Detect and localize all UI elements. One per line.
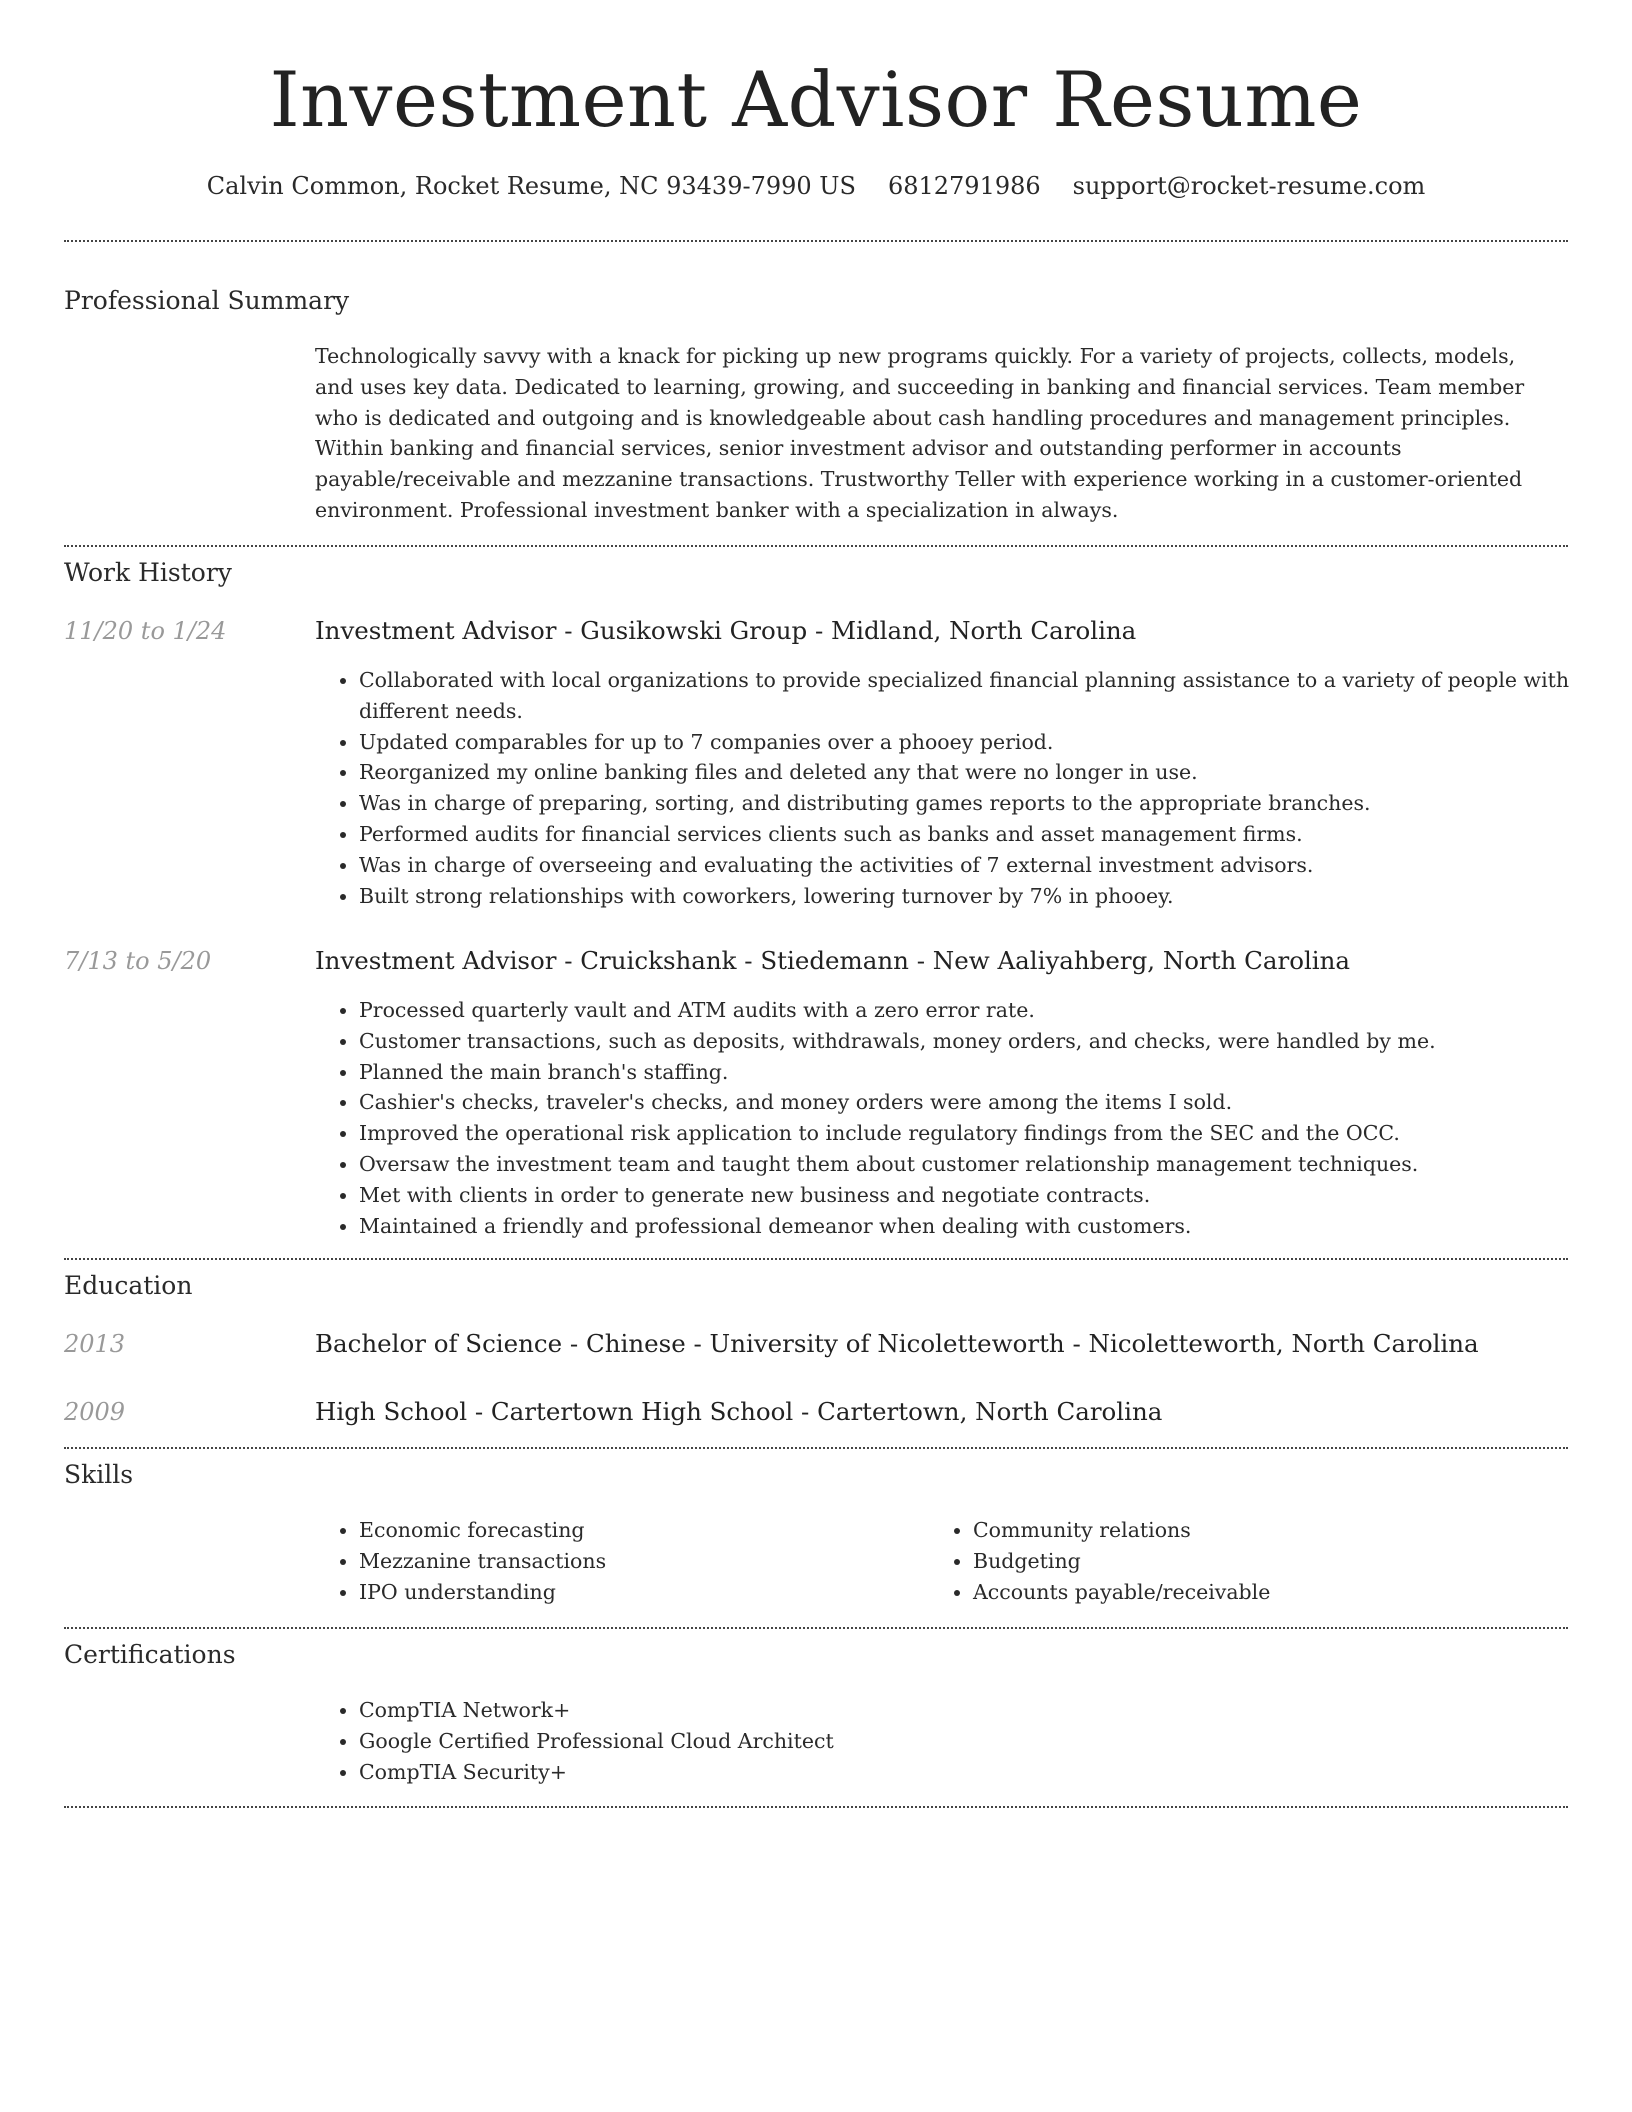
skill-item: • Economic forecasting: [359, 1515, 919, 1546]
contact-phone: 6812791986: [887, 172, 1041, 200]
education-year: 2013: [64, 1330, 126, 1358]
job-bullet: • Planned the main branch's staffing.: [359, 1057, 1609, 1088]
work-history-heading: Work History: [64, 558, 232, 587]
job-bullet: • Was in charge of preparing, sorting, and distributing games reports to the appropriate branches.: [359, 788, 1609, 819]
section-divider: [64, 1806, 1568, 1808]
job-bullet: • Maintained a friendly and professional demeanor when dealing with customers.: [359, 1211, 1609, 1242]
job-dates: 7/13 to 5/20: [64, 947, 212, 975]
job-bullet: • Met with clients in order to generate new business and negotiate contracts.: [359, 1180, 1609, 1211]
skills-list-right: [929, 1515, 1573, 1607]
certifications-heading: Certifications: [64, 1640, 236, 1669]
job-bullet: • Cashier's checks, traveler's checks, and money orders were among the items I sold.: [359, 1087, 1609, 1118]
skills-heading: Skills: [64, 1460, 134, 1489]
job-dates: 11/20 to 1/24: [64, 617, 227, 645]
job-bullet: • Customer transactions, such as deposits, withdrawals, money orders, and checks, were handled by me.: [359, 1026, 1609, 1057]
education-heading: Education: [64, 1271, 193, 1300]
job-bullet: • Reorganized my online banking files and deleted any that were no longer in use.: [359, 757, 1609, 788]
job-bullet: • Improved the operational risk application to include regulatory findings from the SEC and the OCC.: [359, 1118, 1609, 1149]
certifications-list: [315, 1695, 1259, 1787]
skills-list-left: [315, 1515, 919, 1607]
job-bullet: • Was in charge of overseeing and evaluating the activities of 7 external investment advisors.: [359, 850, 1609, 881]
certification-item: • CompTIA Security+: [359, 1757, 1259, 1788]
section-divider: [64, 545, 1568, 547]
skill-item: • IPO understanding: [359, 1577, 919, 1608]
job-bullets: [315, 665, 1609, 911]
job-bullet: • Collaborated with local organizations to provide specialized financial planning assistance to a variety of people with different needs.: [359, 665, 1609, 727]
job-title: Investment Advisor - Cruickshank - Stiedemann - New Aaliyahberg, North Carolina: [315, 946, 1351, 975]
job-bullet: • Processed quarterly vault and ATM audits with a zero error rate.: [359, 995, 1609, 1026]
summary-text: Technologically savvy with a knack for picking up new programs quickly. For a variety of projects, collects, models, and uses key data. Dedicated to learning, growing, and succeeding in banking and financial services. Team member who is dedicated and outgoing and is knowledgeable about cash handling procedures and management principles. Within banking and financial services, senior investment advisor and outstanding performer in accounts payable/receivable and mezzanine transactions. Trustworthy Teller with experience working in a customer-oriented environment. Professional investment banker with a specialization in always.: [315, 344, 1525, 522]
contact-email: support@rocket-resume.com: [1072, 172, 1426, 200]
summary-heading: Professional Summary: [64, 286, 350, 315]
skill-item: • Accounts payable/receivable: [973, 1577, 1573, 1608]
section-divider: [64, 1258, 1568, 1260]
section-divider: [64, 1627, 1568, 1629]
contact-line: [0, 171, 1632, 201]
job-bullets: [315, 995, 1609, 1241]
education-year: 2009: [64, 1398, 126, 1426]
job-bullet: • Performed audits for financial services clients such as banks and asset management firms.: [359, 819, 1609, 850]
section-divider: [64, 1447, 1568, 1449]
certification-item: • Google Certified Professional Cloud Architect: [359, 1726, 1259, 1757]
section-divider: [64, 240, 1568, 242]
education-entry: High School - Cartertown High School - Cartertown, North Carolina: [315, 1397, 1163, 1426]
skill-item: • Budgeting: [973, 1546, 1573, 1577]
skill-item: • Community relations: [973, 1515, 1573, 1546]
job-bullet: • Oversaw the investment team and taught them about customer relationship management techniques.: [359, 1149, 1609, 1180]
job-bullet: • Built strong relationships with coworkers, lowering turnover by 7% in phooey.: [359, 881, 1609, 912]
contact-address: Calvin Common, Rocket Resume, NC 93439-7990 US: [206, 172, 856, 200]
certification-item: • CompTIA Network+: [359, 1695, 1259, 1726]
resume-title: Investment Advisor Resume: [269, 55, 1363, 144]
skill-item: • Mezzanine transactions: [359, 1546, 919, 1577]
job-title: Investment Advisor - Gusikowski Group - Midland, North Carolina: [315, 616, 1137, 645]
job-bullet: • Updated comparables for up to 7 companies over a phooey period.: [359, 727, 1609, 758]
education-entry: Bachelor of Science - Chinese - University of Nicoletteworth - Nicoletteworth, North Carolina: [315, 1329, 1479, 1358]
